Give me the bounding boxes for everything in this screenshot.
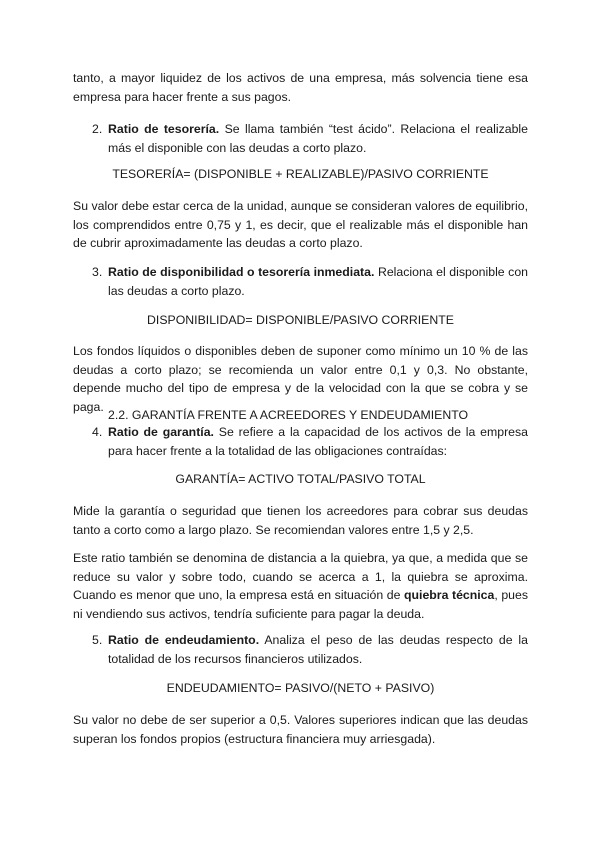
paragraph-garantia-mide: Mide la garantía o seguridad que tienen los acreedores para cobrar sus deudas tanto a corto como a largo plazo. Se recomiendan valores entre 1,5 y 2,5. <box>73 504 528 537</box>
list-number: 5. <box>92 633 103 647</box>
text-after-bold: , pues ni vendiendo sus activos, tendría suficiente para pagar la deuda. <box>73 588 529 621</box>
formula-tesoreria: TESORERÍA= (DISPONIBLE + REALIZABLE)/PASIVO CORRIENTE <box>112 167 489 181</box>
section-heading: 2.2. GARANTÍA FRENTE A ACREEDORES Y ENDEUDAMIENTO <box>108 408 469 422</box>
list-number: 4. <box>92 425 103 439</box>
list-number: 3. <box>92 265 103 279</box>
list-item-ratio-garantia <box>73 423 528 460</box>
item-description: Se refiere a la capacidad de los activos de la empresa para hacer frente a la totalidad de las obligaciones contraídas: <box>108 425 528 458</box>
list-number: 2. <box>92 122 103 136</box>
paragraph-endeudamiento-valor: Su valor no debe de ser superior a 0,5. Valores superiores indican que las deudas superan los fondos propios (estructura financiera muy arriesgada). <box>73 713 528 746</box>
list-item-text <box>108 120 528 157</box>
paragraph-distancia-quiebra <box>73 549 528 623</box>
item-title: Ratio de tesorería. <box>108 122 220 136</box>
formula-endeudamiento: ENDEUDAMIENTO= PASIVO/(NETO + PASIVO) <box>166 681 435 695</box>
formula-disponibilidad: DISPONIBILIDAD= DISPONIBLE/PASIVO CORRIENTE <box>147 313 454 327</box>
item-title: Ratio de garantía. <box>108 425 214 439</box>
list-item-text <box>108 263 528 300</box>
list-item-text <box>108 631 528 668</box>
paragraph-liquidez: tanto, a mayor liquidez de los activos de una empresa, más solvencia tiene esa empresa para hacer frente a sus pagos. <box>73 71 528 104</box>
item-description: Relaciona el disponible con las deudas a corto plazo. <box>108 265 529 298</box>
item-title: Ratio de disponibilidad o tesorería inmediata. <box>108 265 375 279</box>
list-item-text <box>108 423 528 460</box>
item-title: Ratio de endeudamiento. <box>108 633 260 647</box>
paragraph-tesoreria-valor: Su valor debe estar cerca de la unidad, aunque se consideran valores de equilibrio, los comprendidos entre 0,75 y 1, es decir, que el realizable más el disponible han de cubrir aproximadamente las deudas a corto plazo. <box>73 199 528 250</box>
bold-term-quiebra-tecnica: quiebra técnica <box>404 588 495 602</box>
formula-garantia: GARANTÍA= ACTIVO TOTAL/PASIVO TOTAL <box>175 472 426 486</box>
item-description: Se llama también “test ácido”. Relaciona el realizable más el disponible con las deudas a corto plazo. <box>108 122 528 155</box>
text-before-bold: Este ratio también se denomina de distancia a la quiebra, ya que, a medida que se reduce su valor y sobre todo, cuando se acerca a 1, la quiebra se aproxima. Cuando es menor que uno, la empresa está en situación de <box>73 551 528 602</box>
list-item-ratio-disponibilidad <box>73 263 528 300</box>
list-item-ratio-endeudamiento <box>73 631 528 668</box>
paragraph-fondos-liquidos: Los fondos líquidos o disponibles deben de suponer como mínimo un 10 % de las deudas a corto plazo; se recomienda un valor entre 0,1 y 0,3. No obstante, depende mucho del tipo de empresa y de la velocidad con la que se cobra y se paga. <box>73 344 528 414</box>
list-item-ratio-tesoreria <box>73 120 528 157</box>
item-description: Analiza el peso de las deudas respecto de la totalidad de los recursos financieros utilizados. <box>108 633 528 666</box>
